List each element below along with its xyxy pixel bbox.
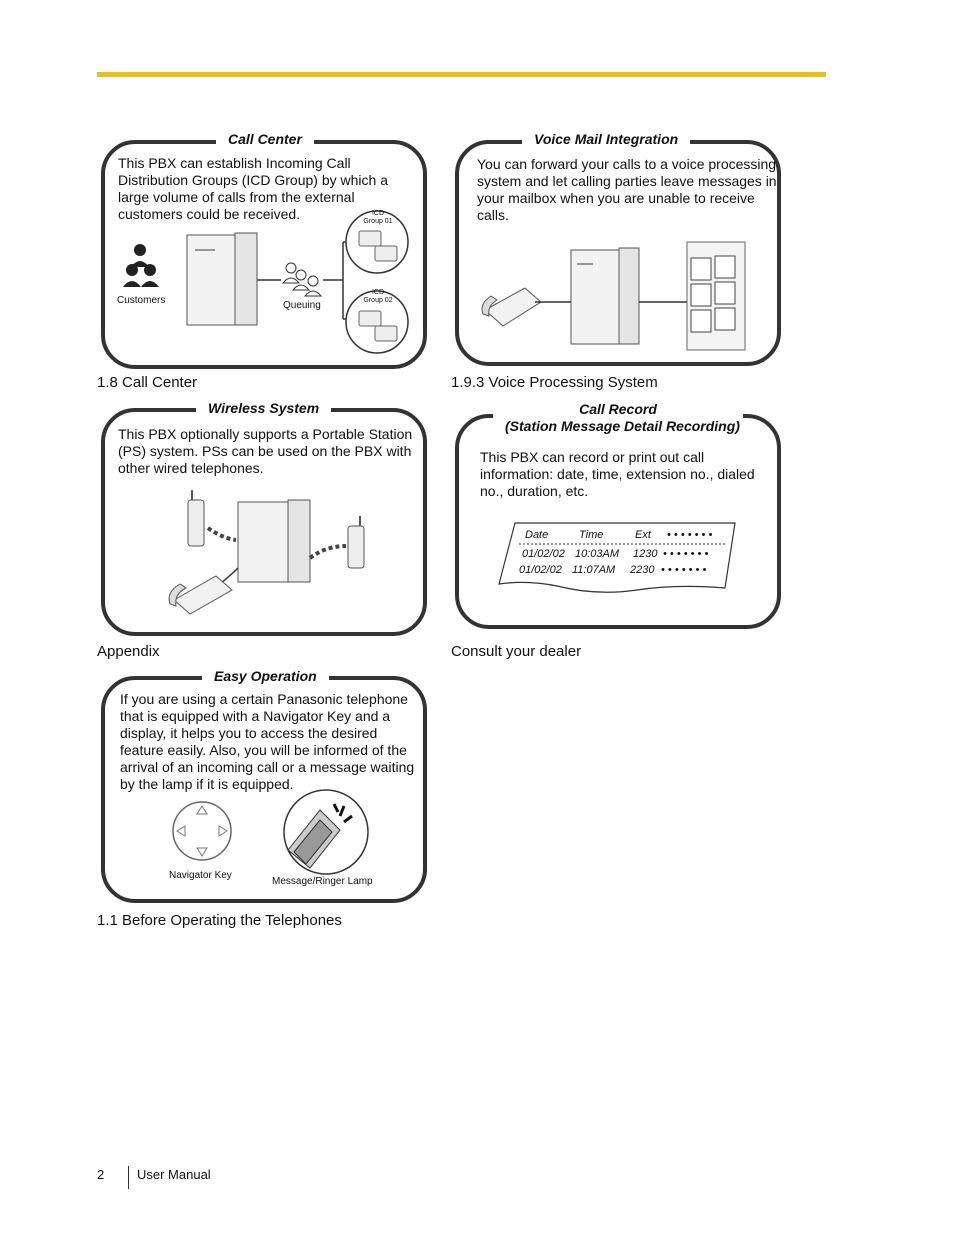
record-header-ext: Ext (635, 529, 651, 541)
wireless-illustration (160, 488, 380, 618)
record-row-2-more: • • • • • • • (661, 564, 707, 576)
customers-icon (123, 244, 159, 287)
icd-group-01-label: ICD Group 01 (363, 210, 393, 225)
wireless-caption: Appendix (97, 643, 160, 660)
pbx-unit-icon (571, 248, 639, 344)
footer-doc-title: User Manual (137, 1167, 211, 1182)
customers-label: Customers (117, 295, 166, 306)
record-row-2-time: 11:07AM (572, 564, 616, 576)
record-header-date: Date (525, 529, 549, 541)
footer-divider (128, 1166, 129, 1189)
call-center-title: Call Center (216, 131, 314, 148)
record-header-more: • • • • • • • (667, 529, 713, 541)
record-header-time: Time (579, 529, 604, 541)
record-row-2-ext: 2230 (630, 564, 655, 576)
mailbox-rack-icon (687, 242, 745, 350)
portable-station-icon (188, 490, 204, 546)
voice-mail-title: Voice Mail Integration (522, 131, 690, 148)
portable-station-icon (348, 516, 364, 568)
call-record-caption: Consult your dealer (451, 643, 582, 660)
voice-mail-illustration (475, 240, 755, 355)
pbx-unit-icon (238, 500, 310, 582)
navigator-key-label: Navigator Key (169, 870, 232, 881)
message-ringer-lamp-icon (280, 790, 372, 874)
call-center-illustration (105, 205, 423, 365)
call-center-caption: 1.8 Call Center (97, 374, 198, 391)
header-rule (97, 72, 826, 77)
message-ringer-lamp-label: Message/Ringer Lamp (272, 876, 373, 887)
record-row-1-more: • • • • • • • (663, 548, 709, 560)
wireless-text: This PBX optionally supports a Portable Station (PS) system. PSs can be used on the PBX with other wired telephones. (118, 426, 413, 476)
queuing-label: Queuing (283, 300, 321, 311)
pbx-unit-icon (187, 233, 257, 325)
call-center-text: This PBX can establish Incoming Call Distribution Groups (ICD Group) by which a large volume of calls from the external customers could be received. (118, 155, 388, 222)
record-row-2-date: 01/02/02 (519, 564, 562, 576)
record-row-1-date: 01/02/02 (522, 548, 565, 560)
record-row-1-ext: 1230 (633, 548, 658, 560)
call-record-title: Call Record (Station Message Detail Recording) (493, 401, 743, 435)
record-row-1-time: 10:03AM (575, 548, 620, 560)
wireless-title: Wireless System (196, 400, 331, 417)
navigator-key-icon (170, 800, 234, 862)
easy-operation-text: If you are using a certain Panasonic telephone that is equipped with a Navigator Key and a display, it helps you to access the desired feature easily. Also, you will be informed of the arrival of an incoming call or a message waiting by the lamp if it is equipped. (120, 691, 415, 792)
call-record-text: This PBX can record or print out call information: date, time, extension no., dialed no., duration, etc. (480, 449, 755, 499)
telephone-icon (169, 576, 232, 614)
easy-operation-caption: 1.1 Before Operating the Telephones (97, 912, 342, 929)
easy-operation-title: Easy Operation (202, 668, 329, 685)
icd-group-02-label: ICD Group 02 (363, 289, 393, 304)
page-number: 2 (97, 1167, 105, 1182)
voice-mail-caption: 1.9.3 Voice Processing System (451, 374, 658, 391)
queuing-icon (283, 263, 321, 296)
telephone-icon (482, 288, 541, 326)
voice-mail-text: You can forward your calls to a voice processing system and let calling parties leave messages in your mailbox when you are unable to receive calls. (477, 156, 777, 223)
